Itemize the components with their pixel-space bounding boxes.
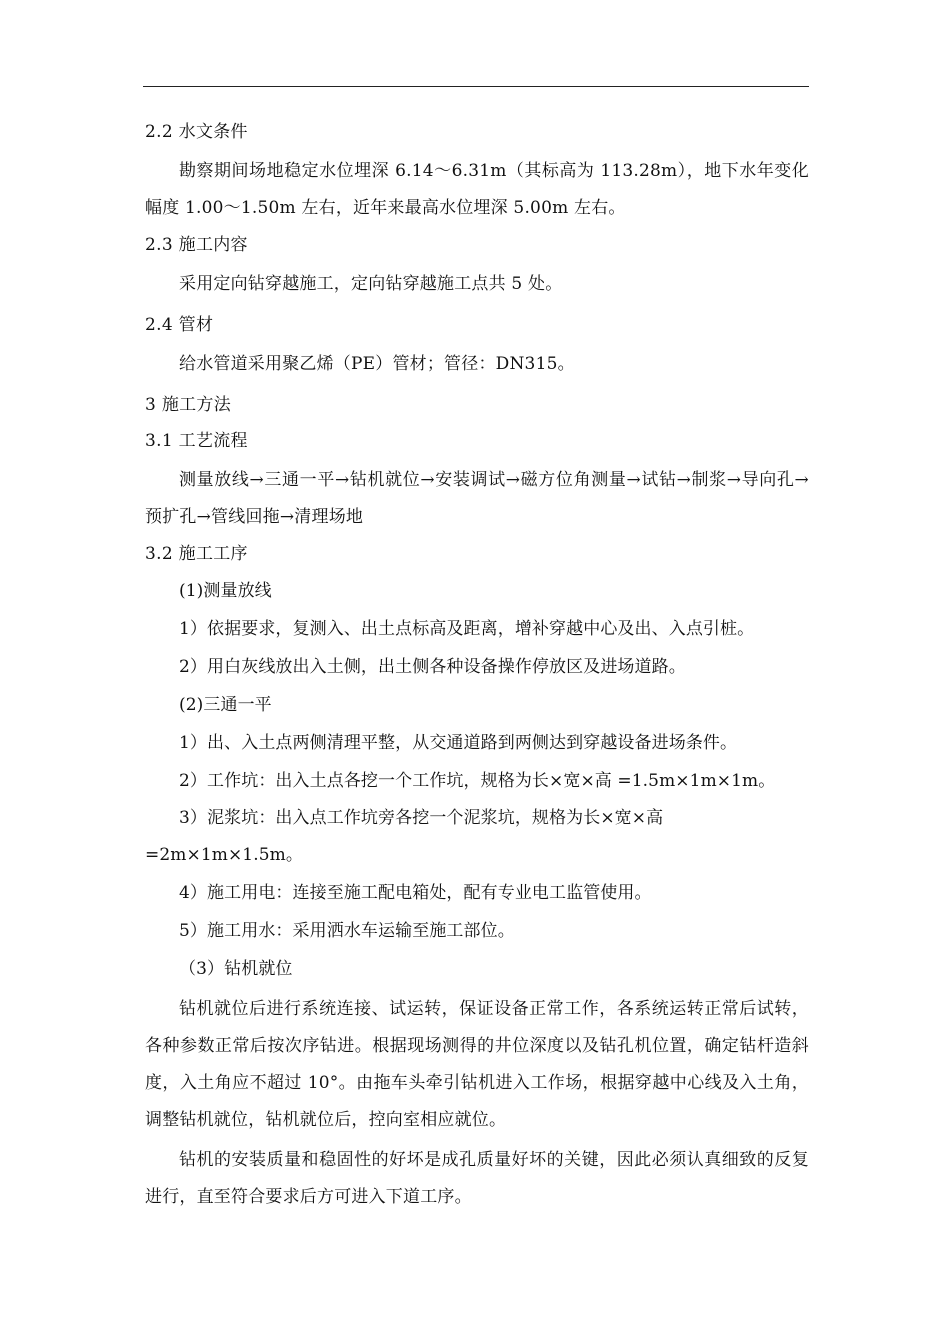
paragraph-process-flow: 测量放线→三通一平→钻机就位→安装调试→磁方位角测量→试钻→制浆→导向孔→预扩孔→管线回拖→清理场地: [145, 470, 809, 527]
section-heading-2-3: 2.3 施工内容: [145, 235, 248, 255]
paragraph-rig-installation-quality: 钻机的安装质量和稳固性的好坏是成孔质量好坏的关键，因此必须认真细致的反复进行，直至符合要求后方可进入下道工序。: [145, 1150, 809, 1207]
paragraph-pipe-material: 给水管道采用聚乙烯（PE）管材；管径：DN315。: [179, 354, 575, 374]
list-item: 2）工作坑：出入土点各挖一个工作坑，规格为长×宽×高 =1.5m×1m×1m。: [179, 771, 776, 791]
list-item: 1）出、入土点两侧清理平整，从交通道路到两侧达到穿越设备进场条件。: [179, 733, 738, 753]
list-item: 1）依据要求，复测入、出土点标高及距离，增补穿越中心及出、入点引桩。: [179, 619, 755, 639]
header-rule: [143, 86, 809, 87]
document-body: [145, 114, 809, 1216]
list-item: 5）施工用水：采用洒水车运输至施工部位。: [179, 921, 515, 941]
paragraph-rig-positioning: 钻机就位后进行系统连接、试运转，保证设备正常工作，各系统运转正常后试转，各种参数正常后按次序钻进。根据现场测得的井位深度以及钻孔机位置，确定钻杆造斜度，入土角应不超过 10°。由拖车头牵引钻机进入工作场，根据穿越中心线及入土角，调整钻机就位，钻机就位后，控向室相应就位。: [145, 999, 809, 1130]
section-heading-3-1: 3.1 工艺流程: [145, 431, 248, 451]
section-heading-2-2: 2.2 水文条件: [145, 122, 248, 142]
list-item: 2）用白灰线放出入土侧，出土侧各种设备操作停放区及进场道路。: [179, 657, 686, 677]
list-item: 3）泥浆坑：出入点工作坑旁各挖一个泥浆坑，规格为长×宽×高 =2m×1m×1.5m。: [145, 808, 664, 865]
list-item: 4）施工用电：连接至施工配电箱处，配有专业电工监管使用。: [179, 883, 652, 903]
paragraph-construction-content: 采用定向钻穿越施工，定向钻穿越施工点共 5 处。: [179, 274, 563, 294]
paragraph-hydrology: 勘察期间场地稳定水位埋深 6.14～6.31m（其标高为 113.28m），地下水年变化幅度 1.00～1.50m 左右，近年来最高水位埋深 5.00m 左右。: [145, 161, 809, 218]
section-heading-3: 3 施工方法: [145, 395, 232, 415]
section-heading-2-4: 2.4 管材: [145, 315, 214, 335]
list-item: (1)测量放线: [179, 581, 272, 601]
list-item: （3）钻机就位: [179, 959, 293, 979]
list-item: (2)三通一平: [179, 695, 272, 715]
section-heading-3-2: 3.2 施工工序: [145, 544, 248, 564]
